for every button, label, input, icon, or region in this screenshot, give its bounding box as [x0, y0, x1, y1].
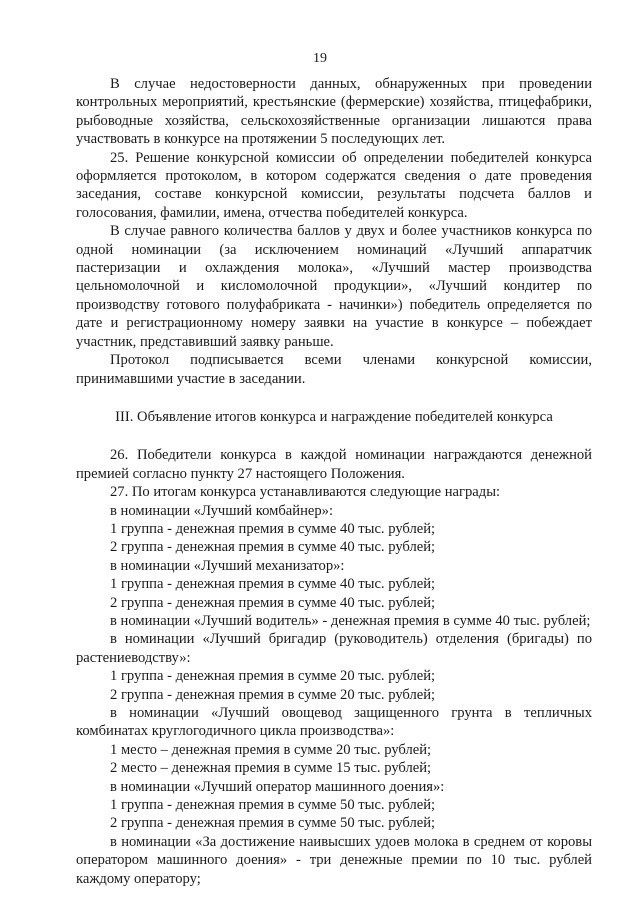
list-item: в номинации «Лучший овощевод защищенного грунта в тепличных комбинатах круглогодичного цикла производства»:	[76, 705, 592, 740]
list-item: 2 группа - денежная премия в сумме 40 тыс. рублей;	[110, 539, 436, 556]
page-number: 19	[313, 51, 327, 66]
list-item: в номинации «Лучший механизатор»:	[110, 557, 345, 574]
list-item: 1 группа - денежная премия в сумме 40 тыс. рублей;	[110, 520, 436, 537]
list-item: 2 группа - денежная премия в сумме 20 тыс. рублей;	[110, 686, 436, 703]
list-item: 1 группа - денежная премия в сумме 20 тыс. рублей;	[110, 668, 436, 685]
list-item: в номинации «Лучший водитель» - денежная премия в сумме 40 тыс. рублей;	[110, 612, 591, 629]
list-item: в номинации «Лучший оператор машинного доения»:	[110, 778, 445, 795]
list-item: в номинации «Лучший комбайнер»:	[110, 502, 334, 519]
list-item: 2 место – денежная премия в сумме 15 тыс. рублей;	[110, 760, 432, 777]
paragraph: В случае равного количества баллов у двух и более участников конкурса по одной номинации (за исключением номинаций «Лучший аппаратчик пастеризации и охлаждения молока», «Лучший мастер производства цельномолочной и кисломолочной продукции», «Лучший кондитер по производству готового полуфабриката - начинки») победитель определяется по дате и регистрационному номеру заявки на участие в конкурсе – побеждает участник, представивший заявку раньше.	[76, 223, 592, 350]
paragraph: 26. Победители конкурса в каждой номинации награждаются денежной премией согласно пункту 27 настоящего Положения.	[76, 447, 592, 482]
section-heading: III. Объявление итогов конкурса и награждение победителей конкурса	[115, 408, 553, 425]
list-item: в номинации «Лучший бригадир (руководитель) отделения (бригады) по растениеводству»:	[76, 631, 592, 666]
paragraph: В случае недостоверности данных, обнаруженных при проведении контрольных мероприятий, крестьянские (фермерские) хозяйства, птицефабрики, рыбоводные хозяйства, сельскохозяйственные организации лишаются права участвовать в конкурсе на протяжении 5 последующих лет.	[76, 76, 592, 148]
document-body	[76, 75, 592, 888]
list-item: 2 группа - денежная премия в сумме 40 тыс. рублей;	[110, 594, 436, 611]
paragraph: 27. По итогам конкурса устанавливаются следующие награды:	[110, 484, 501, 501]
list-item: 1 группа - денежная премия в сумме 50 тыс. рублей;	[110, 797, 436, 814]
paragraph: 25. Решение конкурсной комиссии об определении победителей конкурса оформляется протоколом, в котором содержатся сведения о дате проведения заседания, составе конкурсной комиссии, результаты подсчета баллов и голосования, фамилии, имена, отчества победителей конкурса.	[76, 149, 592, 221]
list-item: 2 группа - денежная премия в сумме 50 тыс. рублей;	[110, 815, 436, 832]
list-item: 1 место – денежная премия в сумме 20 тыс. рублей;	[110, 741, 432, 758]
paragraph: Протокол подписывается всеми членами конкурсной комиссии, принимавшими участие в заседании.	[76, 352, 592, 387]
list-item: 1 группа - денежная премия в сумме 40 тыс. рублей;	[110, 576, 436, 593]
list-item: в номинации «За достижение наивысших удоев молока в среднем от коровы оператором машинного доения» - три денежные премии по 10 тыс. рублей каждому оператору;	[76, 833, 592, 887]
